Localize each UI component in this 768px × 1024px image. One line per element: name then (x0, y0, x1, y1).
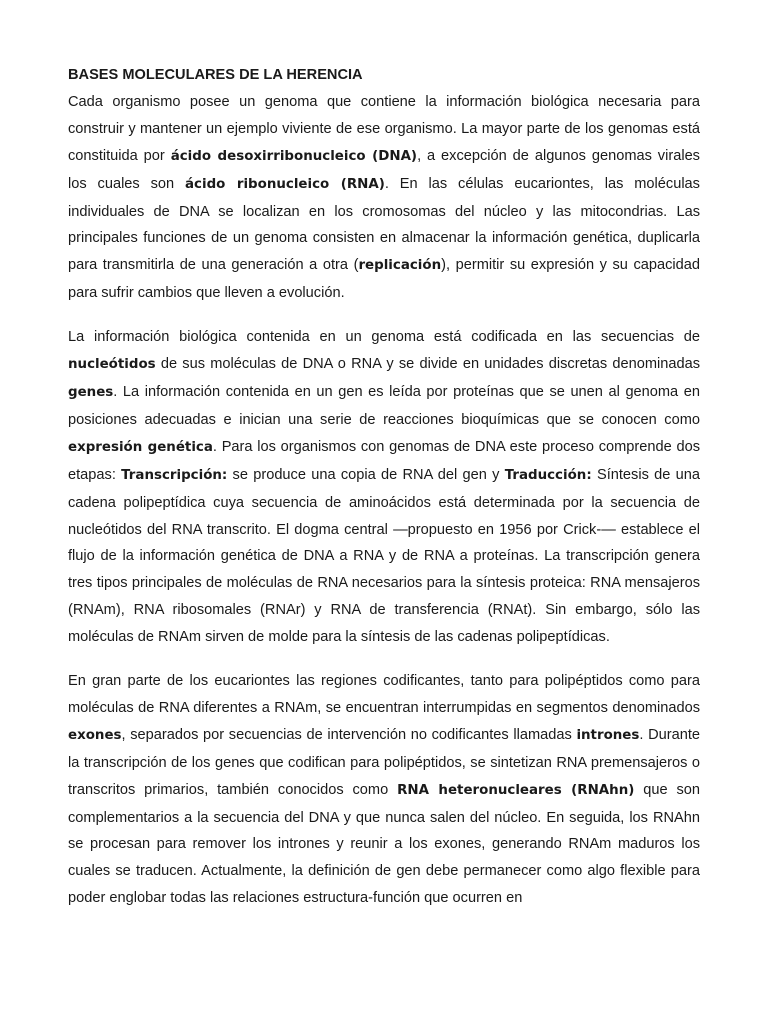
text-run: Cada organismo posee un genoma que contiene la información biológica necesaria para construir y mantener un ejemplo viviente de ese organismo. La mayor parte de los genomas está constituida por (68, 93, 700, 164)
text-run: En gran parte de los eucariontes las regiones codificantes, tanto para polipéptidos como para moléculas de RNA diferentes a RNAm, se encuentran interrumpidas en segmentos denominados (68, 673, 700, 716)
bold-term: ácido ribonucleico (RNA) (185, 176, 385, 192)
text-run: . En las células eucariontes, las moléculas individuales de DNA se localizan en los cromosomas del núcleo y las mitocondrias. Las principales funciones de un genoma consisten en almacenar la información genética, duplicarla para transmitirla de una generación a otra ( (68, 175, 700, 274)
bold-term: RNA heteronucleares (RNAhn) (397, 782, 635, 798)
bold-term: nucleótidos (68, 357, 156, 373)
bold-term: exones (68, 727, 122, 743)
text-run: La información biológica contenida en un genoma está codificada en las secuencias de (68, 329, 700, 346)
bold-term: genes (68, 384, 114, 400)
paragraph-1 (68, 89, 700, 307)
text-run: Síntesis de una cadena polipeptídica cuya secuencia de aminoácidos está determinada por la secuencia de nucleótidos del RNA transcrito. El dogma central —propuesto en 1956 por Crick-— establece el flujo de la información genética de DNA a RNA y de RNA a proteínas. La transcripción genera tres tipos principales de moléculas de RNA necesarios para la síntesis proteica: RNA mensajeros (RNAm), RNA ribosomales (RNAr) y RNA de transferencia (RNAt). Sin embargo, sólo las moléculas de RNAm sirven de molde para la síntesis de las cadenas polipeptídicas. (68, 466, 700, 646)
text-run: , a excepción de algunos genomas virales los cuales son (68, 147, 700, 192)
bold-term: intrones (576, 727, 640, 743)
text-run: que son complementarios a la secuencia del DNA y que nunca salen del núcleo. En seguida, los RNAhn se procesan para remover los intrones y reunir a los exones, generando RNAm maduros los cuales se traducen. Actualmente, la definición de gen debe permanecer como algo flexible para poder englobar todas las relaciones estructura-función que ocurren en (68, 781, 700, 907)
bold-term: Transcripción: (121, 467, 228, 483)
text-run: de sus moléculas de DNA o RNA y se divide en unidades discretas denominadas (155, 356, 700, 373)
document-title: BASES MOLECULARES DE LA HERENCIA (68, 67, 363, 83)
bold-term: replicación (358, 258, 442, 274)
text-run: se produce una copia de RNA del gen y (227, 466, 505, 483)
text-run: . Durante la transcripción de los genes que codifican para polipéptidos, se sintetizan RNA premensajeros o transcritos primarios, también conocidos como (68, 726, 700, 798)
bold-term: Traducción: (504, 467, 592, 483)
bold-term: expresión genética (68, 439, 213, 455)
paragraph-2 (68, 324, 700, 651)
text-run: . Para los organismos con genomas de DNA este proceso comprende dos etapas: (68, 438, 700, 483)
bold-term: ácido desoxirribonucleico (DNA) (170, 148, 418, 164)
text-run: ), permitir su expresión y su capacidad para sufrir cambios que lleven a evolución. (68, 257, 701, 302)
document-body (68, 89, 700, 912)
paragraph-3 (68, 668, 700, 912)
text-run: . La información contenida en un gen es leída por proteínas que se unen al genoma en posiciones adecuadas e inician una serie de reacciones bioquímicas que se conocen como (68, 383, 700, 428)
text-run: , separados por secuencias de intervención no codificantes llamadas (121, 726, 577, 743)
